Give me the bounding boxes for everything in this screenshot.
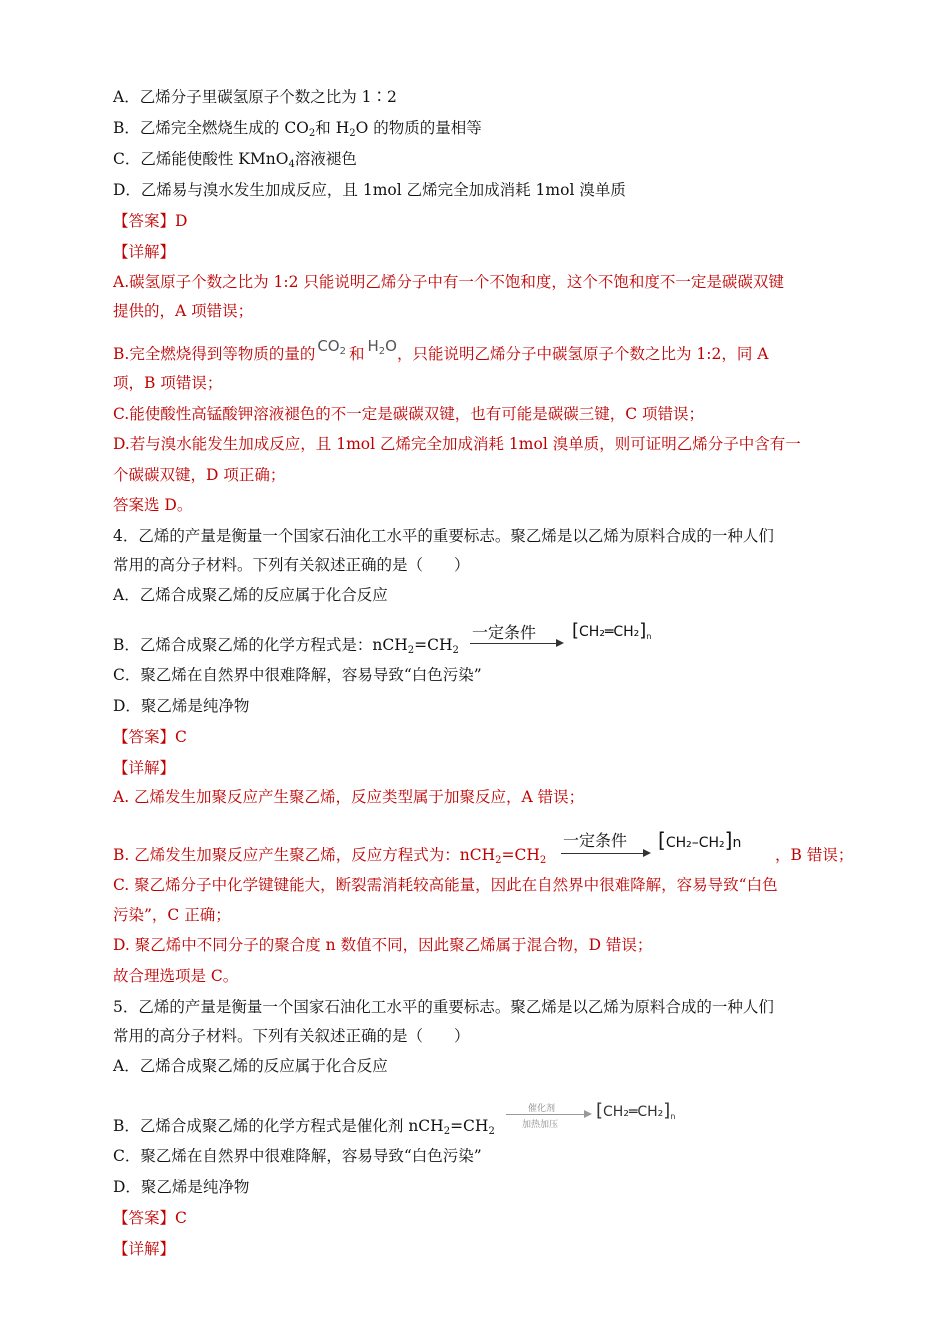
q3-option-c <box>113 149 357 169</box>
q5-option-c: C．聚乙烯在自然界中很难降解，容易导致“白色污染” <box>113 1147 482 1165</box>
polymer-n: n <box>670 1112 676 1121</box>
h2o-text: H <box>367 337 379 355</box>
polymer-text: CH₂═CH₂ <box>603 1104 664 1120</box>
subscript: 2 <box>539 855 547 866</box>
arrow-head-icon <box>556 639 564 647</box>
q3-explain-b-text: B.完全燃烧得到等物质的量的 <box>113 345 316 363</box>
q4-explain-c: C. 聚乙烯分子中化学键键能大，断裂需消耗较高能量，因此在自然界中很难降解，容易导致“白色 <box>113 876 778 894</box>
q3-option-b-text: B．乙烯完全燃烧生成的 CO <box>113 119 309 137</box>
bracket-left-icon: [ <box>572 620 580 641</box>
q4-explain-condition: 一定条件 <box>563 831 628 850</box>
q3-option-b <box>113 118 482 138</box>
q4-explain-polymer <box>658 828 741 852</box>
q3-option-b-text: 和 H <box>315 119 350 137</box>
polymer-n: n <box>646 632 652 641</box>
reaction-arrow <box>470 643 558 644</box>
subscript: 2 <box>495 855 502 866</box>
q3-explain-d-cont: 个碳碳双键，D 项正确； <box>113 466 286 484</box>
q5-condition-bottom: 加热加压 <box>522 1120 559 1130</box>
subscript: 2 <box>308 128 316 139</box>
q5-stem: 5．乙烯的产量是衡量一个国家石油化工水平的重要标志。聚乙烯是以乙烯为原料合成的一种人们 <box>113 998 774 1016</box>
q5-option-a: A．乙烯合成聚乙烯的反应属于化合反应 <box>113 1057 388 1075</box>
co2-text: CO <box>317 337 340 355</box>
q3-explain-c: C.能使酸性高锰酸钾溶液褪色的不一定是碳碳双键，也有可能是碳碳三键，C 项错误； <box>113 405 705 423</box>
q4-detail-label: 【详解】 <box>113 759 176 777</box>
subscript: 2 <box>452 645 459 656</box>
subscript: 2 <box>378 346 386 357</box>
q4-explain-b-text: B. 乙烯发生加聚反应产生聚乙烯，反应方程式为：nCH <box>113 846 496 864</box>
subscript: 2 <box>407 645 415 656</box>
q3-option-a: A．乙烯分子里碳氢原子个数之比为 1∶2 <box>113 88 397 106</box>
q4-stem-cont: 常用的高分子材料。下列有关叙述正确的是（ ） <box>113 556 470 574</box>
q4-answer: 【答案】C <box>113 728 187 746</box>
q4-explain-b <box>113 845 546 865</box>
q4-stem: 4．乙烯的产量是衡量一个国家石油化工水平的重要标志。聚乙烯是以乙烯为原料合成的一种人们 <box>113 527 774 545</box>
polymer-text: CH₂–CH₂ <box>665 835 725 851</box>
q5-condition-top: 催化剂 <box>528 1104 556 1114</box>
q3-explain-b-text: 和 <box>348 345 365 363</box>
q4-explain-b-tail: ，B 错误； <box>775 846 854 864</box>
subscript: 2 <box>349 128 356 139</box>
q3-option-c-text: C．乙烯能使酸性 KMnO <box>113 150 289 168</box>
bracket-right-icon: ] <box>663 1100 671 1121</box>
q5-detail-label: 【详解】 <box>113 1240 176 1258</box>
q3-explain-b-cont: 项，B 项错误； <box>113 374 223 392</box>
q3-option-d: D．乙烯易与溴水发生加成反应，且 1mol 乙烯完全加成消耗 1mol 溴单质 <box>113 181 626 199</box>
subscript: 2 <box>339 346 346 357</box>
q3-detail-label: 【详解】 <box>113 243 176 261</box>
q5-option-d: D．聚乙烯是纯净物 <box>113 1178 250 1196</box>
q4-option-b-text: B．乙烯合成聚乙烯的化学方程式是：nCH <box>113 636 408 654</box>
bracket-right-icon: ] <box>639 620 647 641</box>
q5-option-b <box>113 1116 495 1136</box>
q4-explain-d: D. 聚乙烯中不同分子的聚合度 n 数值不同，因此聚乙烯属于混合物，D 错误； <box>113 936 653 954</box>
q3-answer: 【答案】D <box>113 212 188 230</box>
subscript: 2 <box>488 1126 495 1137</box>
q5-stem-cont: 常用的高分子材料。下列有关叙述正确的是（ ） <box>113 1027 470 1045</box>
subscript: 4 <box>288 159 295 170</box>
q4-option-a: A．乙烯合成聚乙烯的反应属于化合反应 <box>113 586 388 604</box>
q3-conclusion: 答案选 D。 <box>113 496 193 514</box>
q5-option-b-text: =CH <box>450 1117 489 1135</box>
q4-option-b-text: =CH <box>414 636 453 654</box>
q3-explain-b <box>113 337 769 364</box>
q4-conclusion: 故合理选项是 C。 <box>113 967 239 985</box>
q5-answer: 【答案】C <box>113 1209 187 1227</box>
q4-reaction-condition: 一定条件 <box>472 623 537 642</box>
q3-explain-d: D.若与溴水能发生加成反应，且 1mol 乙烯完全加成消耗 1mol 溴单质，则可证明乙烯分子中含有一 <box>113 435 801 453</box>
q4-explain-c-cont: 污染”，C 正确； <box>113 906 231 924</box>
reaction-arrow <box>506 1114 586 1115</box>
q4-option-b <box>113 635 459 655</box>
h2o-formula <box>368 337 397 355</box>
q3-explain-a: A.碳氢原子个数之比为 1:2 只能说明乙烯分子中有一个不饱和度，这个不饱和度不一定是碳碳双键 <box>113 273 784 291</box>
q5-option-b-text: B．乙烯合成聚乙烯的化学方程式是催化剂 nCH <box>113 1117 444 1135</box>
q4-explain-a: A. 乙烯发生加聚反应产生聚乙烯，反应类型属于加聚反应，A 错误； <box>113 788 585 806</box>
bracket-right-icon: ] <box>724 828 733 852</box>
q3-explain-b-text: ，只能说明乙烯分子中碳氢原子个数之比为 1:2，同 A <box>396 345 769 363</box>
co2-formula <box>317 337 346 355</box>
q3-option-c-text: 溶液褪色 <box>294 150 357 168</box>
q4-explain-b-text: =CH <box>501 846 540 864</box>
q4-polymer-formula <box>572 620 651 641</box>
bracket-left-icon: [ <box>658 828 666 852</box>
q5-polymer-formula <box>596 1100 675 1121</box>
arrow-head-icon <box>584 1110 592 1118</box>
subscript: 2 <box>443 1126 451 1137</box>
polymer-text: CH₂═CH₂ <box>579 624 640 640</box>
bracket-left-icon: [ <box>596 1100 604 1121</box>
q4-option-c: C．聚乙烯在自然界中很难降解，容易导致“白色污染” <box>113 666 482 684</box>
q3-explain-a-cont: 提供的，A 项错误； <box>113 302 254 320</box>
reaction-arrow <box>561 853 645 854</box>
q3-option-b-text: O 的物质的量相等 <box>355 119 482 137</box>
h2o-text: O <box>385 337 397 355</box>
q4-option-d: D．聚乙烯是纯净物 <box>113 697 250 715</box>
polymer-n: n <box>732 835 742 851</box>
arrow-head-icon <box>643 849 651 857</box>
